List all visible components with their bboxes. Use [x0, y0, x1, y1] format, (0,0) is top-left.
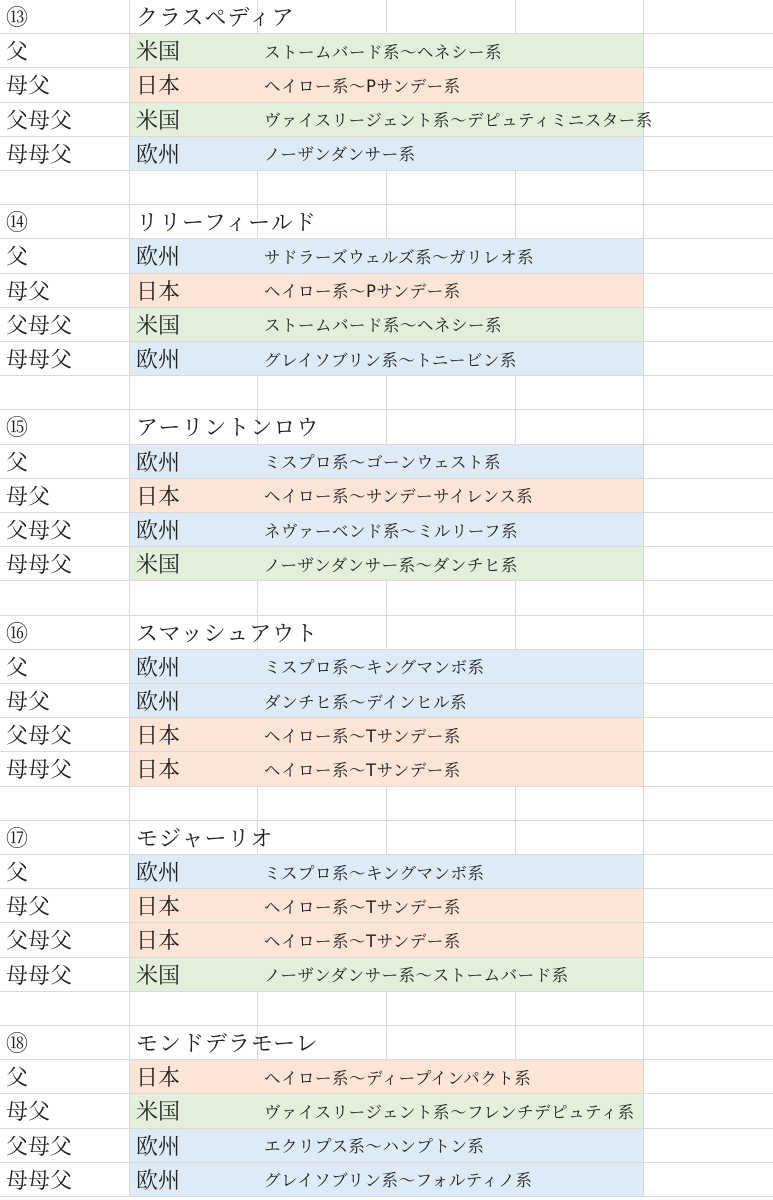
region-label[interactable]: 欧州 [136, 655, 181, 681]
pedigree-row [0, 137, 773, 171]
horse-name[interactable]: モンドデラモーレ [136, 1032, 319, 1058]
blank-row [0, 992, 773, 1026]
relation-label[interactable]: 母母父 [6, 348, 73, 374]
horse-name[interactable]: クラスペディア [136, 6, 295, 32]
grid-line [643, 445, 644, 478]
pedigree-row [0, 547, 773, 581]
grid-line [515, 787, 516, 820]
relation-label[interactable]: 母母父 [6, 758, 73, 784]
horse-number[interactable]: ⑯ [6, 621, 29, 647]
relation-label[interactable]: 母父 [6, 690, 51, 716]
sire-line-text[interactable]: ヘイロー系〜Pサンデー系 [264, 76, 461, 96]
region-label[interactable]: 日本 [136, 758, 181, 784]
region-label[interactable]: 日本 [136, 724, 181, 750]
grid-line [643, 34, 644, 67]
sire-line-text[interactable]: ヘイロー系〜Tサンデー系 [264, 760, 461, 780]
sire-line-text[interactable]: サドラーズウェルズ系〜ガリレオ系 [264, 247, 535, 267]
grid-line [386, 992, 387, 1025]
group-header-row [0, 410, 773, 444]
region-label[interactable]: 欧州 [136, 245, 181, 271]
group-header-row [0, 616, 773, 650]
sire-line-text[interactable]: ネヴァーベンド系〜ミルリーフ系 [264, 521, 519, 541]
region-label[interactable]: 米国 [136, 108, 181, 134]
sire-line-text[interactable]: ミスプロ系〜キングマンボ系 [264, 658, 485, 678]
grid-line [643, 137, 644, 170]
grid-line [129, 376, 130, 409]
sire-line-text[interactable]: ヘイロー系〜Tサンデー系 [264, 897, 461, 917]
grid-line [129, 787, 130, 820]
region-label[interactable]: 米国 [136, 553, 181, 579]
grid-line [643, 958, 644, 991]
sire-line-text[interactable]: ヘイロー系〜Tサンデー系 [264, 726, 461, 746]
pedigree-row [0, 684, 773, 718]
region-label[interactable]: 欧州 [136, 1134, 181, 1160]
relation-label[interactable]: 母母父 [6, 1168, 73, 1194]
pedigree-row [0, 513, 773, 547]
region-label[interactable]: 米国 [136, 1100, 181, 1126]
grid-line [643, 274, 644, 307]
region-label[interactable]: 日本 [136, 929, 181, 955]
grid-line [643, 68, 644, 101]
relation-label[interactable]: 母父 [6, 74, 51, 100]
pedigree-row [0, 752, 773, 786]
group-header-row [0, 0, 773, 34]
pedigree-row [0, 1129, 773, 1163]
grid-line [643, 718, 644, 751]
relation-label[interactable]: 父母父 [6, 724, 73, 750]
relation-label[interactable]: 父 [6, 655, 29, 681]
sire-line-text[interactable]: ノーザンダンサー系 [264, 145, 416, 165]
grid-line [643, 171, 644, 204]
grid-line [515, 581, 516, 614]
relation-label[interactable]: 母母父 [6, 142, 73, 168]
grid-line [643, 1163, 644, 1196]
sire-line-text[interactable]: ダンチヒ系〜デインヒル系 [264, 692, 468, 712]
horse-name[interactable]: アーリントンロウ [136, 416, 320, 442]
grid-line [643, 1094, 644, 1127]
group-header-row [0, 1026, 773, 1060]
sire-line-text[interactable]: ノーザンダンサー系〜ストームバード系 [264, 966, 569, 986]
pedigree-row [0, 68, 773, 102]
relation-label[interactable]: 母母父 [6, 963, 73, 989]
grid-line [643, 376, 644, 409]
grid-line [643, 923, 644, 956]
horse-name[interactable]: リリーフィールド [136, 211, 317, 237]
relation-label[interactable]: 父母父 [6, 929, 73, 955]
grid-line [386, 581, 387, 614]
sire-line-text[interactable]: ヴァイスリージェント系〜フレンチデピュティ系 [264, 1102, 635, 1122]
grid-line [643, 479, 644, 512]
grid-line [257, 171, 258, 204]
relation-label[interactable]: 父 [6, 245, 29, 271]
sire-line-text[interactable]: ミスプロ系〜ゴーンウェスト系 [264, 453, 502, 473]
grid-line [257, 992, 258, 1025]
pedigree-row [0, 889, 773, 923]
grid-line [643, 1060, 644, 1093]
grid-line [643, 787, 644, 820]
grid-line [257, 581, 258, 614]
region-label[interactable]: 米国 [136, 963, 181, 989]
relation-label[interactable]: 母父 [6, 895, 51, 921]
region-label[interactable]: 欧州 [136, 690, 181, 716]
pedigree-row [0, 718, 773, 752]
sire-line-text[interactable]: ストームバード系〜ヘネシー系 [264, 42, 502, 62]
grid-line [643, 684, 644, 717]
blank-row [0, 376, 773, 410]
grid-line [643, 581, 644, 614]
sire-line-text[interactable]: ミスプロ系〜キングマンボ系 [264, 863, 485, 883]
region-label[interactable]: 日本 [136, 279, 181, 305]
region-label[interactable]: 欧州 [136, 450, 181, 476]
group-header-row [0, 821, 773, 855]
grid-line [643, 547, 644, 580]
grid-line [643, 889, 644, 922]
relation-label[interactable]: 父 [6, 40, 29, 66]
grid-line [515, 376, 516, 409]
relation-label[interactable]: 父母父 [6, 1134, 73, 1160]
pedigree-row [0, 958, 773, 992]
pedigree-row [0, 479, 773, 513]
grid-line [129, 581, 130, 614]
pedigree-row [0, 103, 773, 137]
grid-line [643, 752, 644, 785]
relation-label[interactable]: 母父 [6, 484, 51, 510]
grid-line [643, 1129, 644, 1162]
grid-line [643, 308, 644, 341]
grid-line [643, 992, 644, 1025]
horse-name[interactable]: モジャーリオ [136, 826, 274, 852]
pedigree-row [0, 1163, 773, 1197]
pedigree-row [0, 1060, 773, 1094]
horse-number[interactable]: ⑭ [6, 211, 29, 237]
pedigree-row [0, 445, 773, 479]
grid-line [129, 992, 130, 1025]
group-header-row [0, 205, 773, 239]
pedigree-row [0, 650, 773, 684]
region-label[interactable]: 欧州 [136, 142, 181, 168]
grid-line [257, 787, 258, 820]
horse-number[interactable]: ⑱ [6, 1032, 29, 1058]
pedigree-row [0, 855, 773, 889]
region-label[interactable]: 米国 [136, 40, 181, 66]
sire-line-text[interactable]: ヘイロー系〜ディープインパクト系 [264, 1068, 532, 1088]
grid-line [643, 342, 644, 375]
pedigree-row [0, 34, 773, 68]
grid-line [129, 171, 130, 204]
relation-label[interactable]: 母母父 [6, 553, 73, 579]
horse-number[interactable]: ⑮ [6, 416, 29, 442]
sire-line-text[interactable]: ヴァイスリージェント系〜デピュティミニスター系 [264, 111, 653, 131]
grid-line [643, 650, 644, 683]
grid-line [386, 171, 387, 204]
horse-number[interactable]: ⑰ [6, 826, 29, 852]
relation-label[interactable]: 父 [6, 450, 29, 476]
relation-label[interactable]: 母父 [6, 1100, 51, 1126]
pedigree-row [0, 923, 773, 957]
grid-line [643, 855, 644, 888]
relation-label[interactable]: 父 [6, 861, 29, 887]
sire-line-text[interactable]: ヘイロー系〜Pサンデー系 [264, 282, 461, 302]
grid-line [386, 787, 387, 820]
relation-label[interactable]: 父母父 [6, 313, 73, 339]
sire-line-text[interactable]: エクリプス系〜ハンプトン系 [264, 1137, 485, 1157]
region-label[interactable]: 欧州 [136, 1168, 181, 1194]
region-label[interactable]: 日本 [136, 1066, 181, 1092]
blank-row [0, 171, 773, 205]
sire-line-text[interactable]: ストームバード系〜ヘネシー系 [264, 316, 502, 336]
horse-name[interactable]: スマッシュアウト [136, 621, 319, 647]
grid-line [515, 171, 516, 204]
region-label[interactable]: 米国 [136, 313, 181, 339]
grid-line [386, 376, 387, 409]
relation-label[interactable]: 母父 [6, 279, 51, 305]
pedigree-row [0, 1094, 773, 1128]
relation-label[interactable]: 父母父 [6, 108, 73, 134]
pedigree-row [0, 239, 773, 273]
region-label[interactable]: 欧州 [136, 348, 181, 374]
grid-line [643, 239, 644, 272]
relation-label[interactable]: 父 [6, 1066, 29, 1092]
blank-row [0, 581, 773, 615]
relation-label[interactable]: 父母父 [6, 519, 73, 545]
sire-line-text[interactable]: ノーザンダンサー系〜ダンチヒ系 [264, 555, 518, 575]
sire-line-text[interactable]: グレイソブリン系〜フォルティノ系 [264, 1171, 533, 1191]
region-label[interactable]: 欧州 [136, 861, 181, 887]
blank-row [0, 787, 773, 821]
grid-line [515, 992, 516, 1025]
pedigree-row [0, 308, 773, 342]
pedigree-row [0, 274, 773, 308]
grid-line [643, 513, 644, 546]
region-label[interactable]: 欧州 [136, 519, 181, 545]
region-label[interactable]: 日本 [136, 484, 181, 510]
pedigree-row [0, 342, 773, 376]
region-label[interactable]: 日本 [136, 74, 181, 100]
region-label[interactable]: 日本 [136, 895, 181, 921]
horse-number[interactable]: ⑬ [6, 6, 29, 32]
sire-line-text[interactable]: グレイソブリン系〜トニービン系 [264, 350, 517, 370]
sire-line-text[interactable]: ヘイロー系〜Tサンデー系 [264, 931, 461, 951]
grid-line [257, 376, 258, 409]
sire-line-text[interactable]: ヘイロー系〜サンデーサイレンス系 [264, 487, 534, 507]
